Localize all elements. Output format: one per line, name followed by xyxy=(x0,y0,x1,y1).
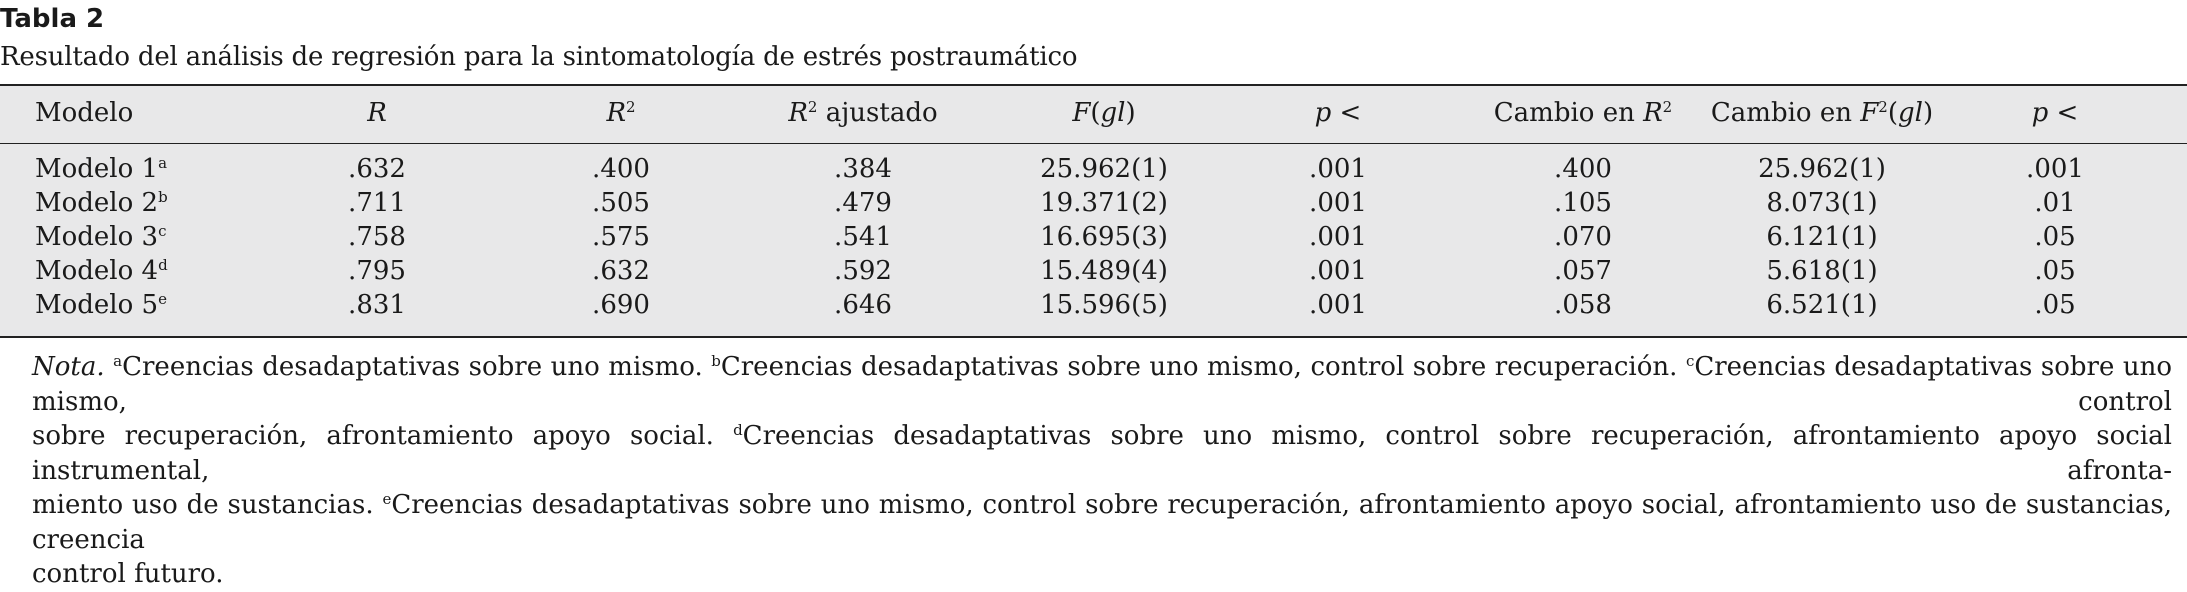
note-c-part2: sobre recuperación, afrontamiento apoyo social. xyxy=(32,421,714,451)
cell-p2: .01 xyxy=(2034,188,2076,218)
header-cambio-f2: Cambio en $F^2(gl)$ xyxy=(1710,98,1934,128)
table-header-row xyxy=(0,96,2187,130)
note-label: Nota. xyxy=(32,352,105,382)
cell-f: 15.489(4) xyxy=(1040,256,1168,286)
cell-f: 16.695(3) xyxy=(1040,222,1168,252)
note-d-part2: miento uso de sustancias. xyxy=(32,490,374,520)
cell-cr2: .070 xyxy=(1554,222,1612,252)
cell-r2adj: .541 xyxy=(834,222,892,252)
cell-r: .632 xyxy=(348,154,406,184)
cell-r: .711 xyxy=(348,188,406,218)
table-row xyxy=(0,288,2187,322)
note-line-4 xyxy=(32,557,2172,592)
cell-cf: 8.073(1) xyxy=(1766,188,1878,218)
table-note xyxy=(32,350,2172,592)
note-line-3: miento uso de sustancias. $^e$Creencias desadaptativas sobre uno mismo, control sobre recuperación, afrontamiento apoyo social, afrontamiento uso de sustancias, creencia xyxy=(32,490,2172,555)
table-row xyxy=(0,186,2187,220)
cell-r2: .400 xyxy=(592,154,650,184)
cell-p: .001 xyxy=(1309,222,1367,252)
cell-r2adj: .592 xyxy=(834,256,892,286)
cell-cr2: .105 xyxy=(1554,188,1612,218)
cell-cr2: .057 xyxy=(1554,256,1612,286)
header-modelo: Modelo xyxy=(35,98,134,128)
cell-modelo: Modelo 1$^a$ xyxy=(35,154,168,184)
header-p: p < xyxy=(1314,98,1362,128)
cell-p: .001 xyxy=(1309,154,1367,184)
cell-modelo: Modelo 2$^b$ xyxy=(35,188,168,218)
table-title: Tabla 2 xyxy=(0,4,105,34)
table-row xyxy=(0,152,2187,186)
cell-p: .001 xyxy=(1309,290,1367,320)
table-subtitle: Resultado del análisis de regresión para la sintomatología de estrés postraumático xyxy=(0,42,1078,72)
cell-cf: 6.121(1) xyxy=(1766,222,1878,252)
cell-f: 19.371(2) xyxy=(1040,188,1168,218)
cell-p: .001 xyxy=(1309,256,1367,286)
cell-r2adj: .479 xyxy=(834,188,892,218)
header-divider xyxy=(0,143,2187,144)
cell-r2: .690 xyxy=(592,290,650,320)
cell-f: 25.962(1) xyxy=(1040,154,1168,184)
header-f-gl: F(gl) xyxy=(1072,98,1136,128)
regression-table xyxy=(0,84,2187,338)
cell-r: .795 xyxy=(348,256,406,286)
note-b: Creencias desadaptativas sobre uno mismo, control sobre recuperación. xyxy=(720,352,1678,382)
cell-cr2: .400 xyxy=(1554,154,1612,184)
note-line-1: Nota. $^a$Creencias desadaptativas sobre uno mismo. $^b$Creencias desadaptativas sobre uno mismo, control sobre recuperación. $^c$Creencias desadaptativas sobre uno mismo, control xyxy=(32,352,2172,417)
header-r2-ajustado: $R^2$ ajustado xyxy=(788,98,938,128)
header-r2: $R^2$ xyxy=(606,98,636,128)
note-c-part1: Creencias desadaptativas sobre uno mismo, control xyxy=(32,352,2172,417)
cell-p2: .05 xyxy=(2034,290,2076,320)
cell-p: .001 xyxy=(1309,188,1367,218)
cell-modelo: Modelo 4$^d$ xyxy=(35,256,168,286)
header-cambio-r2: Cambio en $R^2$ xyxy=(1493,98,1673,128)
header-p-cambio: p < xyxy=(2031,98,2079,128)
header-r: R xyxy=(367,98,387,128)
table-row xyxy=(0,254,2187,288)
cell-p2: .001 xyxy=(2026,154,2084,184)
note-e-part2: control futuro. xyxy=(32,559,224,589)
table-row xyxy=(0,220,2187,254)
cell-modelo: Modelo 3$^c$ xyxy=(35,222,167,252)
cell-r2adj: .384 xyxy=(834,154,892,184)
note-line-2: sobre recuperación, afrontamiento apoyo social. $^d$Creencias desadaptativas sobre uno mismo, control sobre recuperación, afrontamiento apoyo social instrumental, afronta- xyxy=(32,421,2172,486)
cell-cf: 6.521(1) xyxy=(1766,290,1878,320)
cell-p2: .05 xyxy=(2034,222,2076,252)
cell-r: .831 xyxy=(348,290,406,320)
cell-modelo: Modelo 5e xyxy=(35,290,167,320)
cell-f: 15.596(5) xyxy=(1040,290,1168,320)
cell-p2: .05 xyxy=(2034,256,2076,286)
note-d-part1: Creencias desadaptativas sobre uno mismo, control sobre recuperación, afrontamiento apoyo social instrumental, afronta- xyxy=(32,421,2172,486)
cell-r: .758 xyxy=(348,222,406,252)
cell-r2: .575 xyxy=(592,222,650,252)
cell-r2: .632 xyxy=(592,256,650,286)
note-a: Creencias desadaptativas sobre uno mismo. xyxy=(122,352,703,382)
cell-cf: 25.962(1) xyxy=(1758,154,1886,184)
cell-cf: 5.618(1) xyxy=(1766,256,1878,286)
cell-r2: .505 xyxy=(592,188,650,218)
cell-r2adj: .646 xyxy=(834,290,892,320)
note-e-part1: Creencias desadaptativas sobre uno mismo, control sobre recuperación, afrontamiento apoyo social, afrontamiento uso de sustancias, creencia xyxy=(32,490,2172,555)
cell-cr2: .058 xyxy=(1554,290,1612,320)
